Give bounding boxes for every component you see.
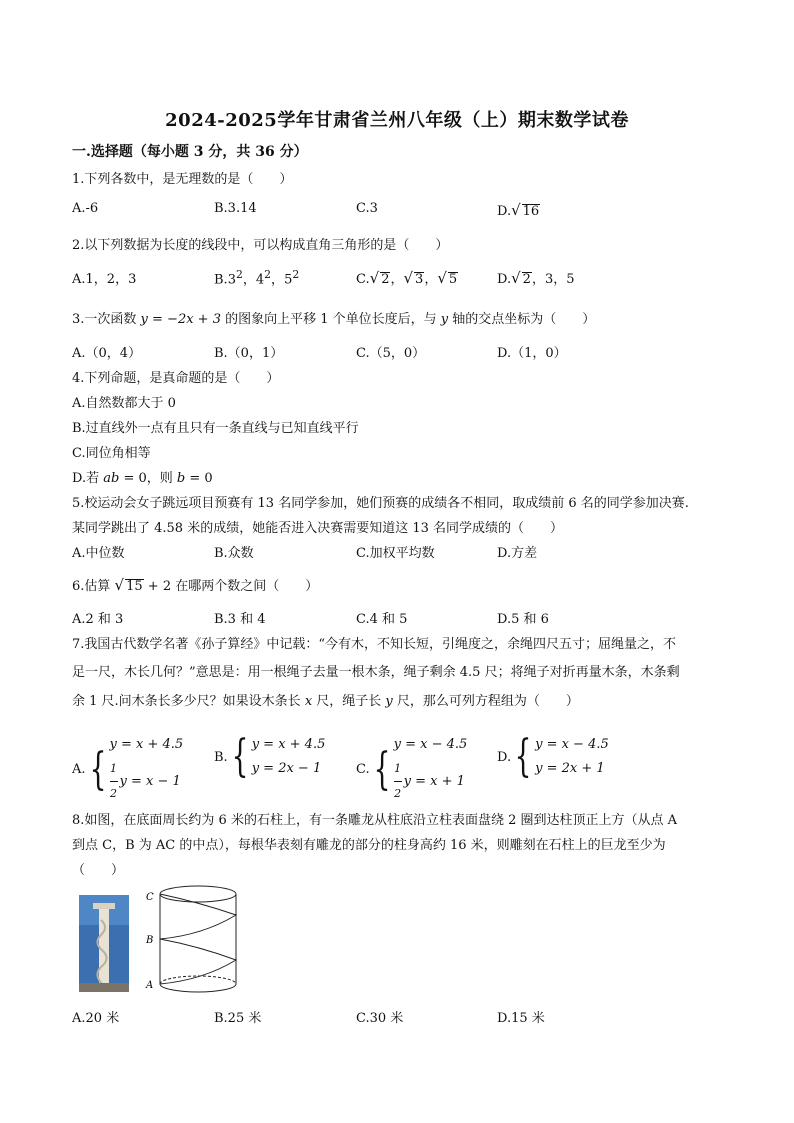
question-1-options xyxy=(72,201,732,221)
q3-option-d[interactable]: D.（1，0） xyxy=(497,346,567,361)
question-7-line-2: 足一尺，木长几何？”意思是：用一根绳子去量一根木条，绳子剩余 4.5 尺；将绳子对折再量木条，木条剩 xyxy=(72,665,680,680)
q2-option-d-label: D. xyxy=(497,272,512,287)
q4-d-ab: ab xyxy=(103,471,120,486)
q4-option-d[interactable] xyxy=(72,467,213,486)
label-b: B xyxy=(146,935,154,946)
q7-c-eq1: y = x − 4.5 xyxy=(393,737,468,752)
q1-option-a[interactable]: A.-6 xyxy=(72,201,99,216)
q3-stem-pre: 3.一次函数 xyxy=(72,312,141,327)
page-title: 2024-2025学年甘肃省兰州八年级（上）期末数学试卷 xyxy=(165,110,629,131)
q2-b-exp-2: 2 xyxy=(264,268,272,281)
q7-option-a[interactable] xyxy=(72,733,183,806)
brace-icon: { xyxy=(231,731,249,782)
q7-d-eq1: y = x − 4.5 xyxy=(535,737,609,752)
q2-b-exp-1: 2 xyxy=(235,268,243,281)
q3-option-b[interactable]: B.（0，1） xyxy=(214,346,284,361)
q7-option-c[interactable] xyxy=(356,733,467,806)
q7-c-half xyxy=(394,757,402,806)
q1-option-b[interactable]: B.3.14 xyxy=(214,201,257,216)
brace-icon: { xyxy=(514,731,532,782)
q8-option-c[interactable]: C.30 米 xyxy=(356,1011,404,1026)
q2-option-b[interactable]: $B.3^2$，$4^2$，$5^2$ xyxy=(214,268,300,288)
q7-option-c-label: C. xyxy=(356,762,370,777)
q7-b-eq1: y = x + 4.5 xyxy=(251,737,326,752)
question-8-options xyxy=(72,1007,732,1027)
q6-stem-post: + 2 在哪两个数之间（ ） xyxy=(143,579,319,594)
question-8-line-1: 8.如图，在底面周长约为 6 米的石柱上，有一条雕龙从柱底沿立柱表面盘绕 2 圈到达柱顶正上方（从点 A xyxy=(72,813,677,828)
question-6-stem: 6.估算 √ 15 + 2 在哪两个数之间（ ） xyxy=(72,576,319,594)
half-denominator: 2 xyxy=(394,787,402,800)
q1-option-c[interactable]: C.3 xyxy=(356,201,378,216)
q2-option-b-label: B. xyxy=(214,272,228,288)
q2-option-c[interactable]: C.√ 2，√ 3，√ 5 xyxy=(356,269,458,287)
q4-d-b: b xyxy=(176,471,186,486)
q8-option-b[interactable]: B.25 米 xyxy=(214,1011,262,1026)
half-denominator: 2 xyxy=(110,787,118,800)
q7-option-d[interactable] xyxy=(497,733,609,781)
q4-d-pre: D.若 xyxy=(72,471,104,486)
q7-line3-pre: 余 1 尺.问木条长多少尺？如果设木条长 xyxy=(72,694,305,709)
q3-option-c[interactable]: C.（5，0） xyxy=(356,346,426,361)
q7-b-eq2: y = 2x − 1 xyxy=(251,761,322,776)
q7-a-eq1: y = x + 4.5 xyxy=(109,737,184,752)
question-4-stem: 4.下列命题，是真命题的是（ ） xyxy=(72,371,280,386)
section-heading: 一.选择题（每小题 3 分，共 36 分） xyxy=(72,144,308,160)
question-6-options xyxy=(72,608,732,628)
q3-option-a[interactable]: A.（0，4） xyxy=(72,346,142,361)
q8-option-d[interactable]: D.15 米 xyxy=(497,1011,545,1026)
q1-option-d-label: D. xyxy=(497,204,512,219)
q6-radicand: 15 xyxy=(126,579,143,594)
q2-b-base-2: 4 xyxy=(255,272,265,288)
helix-path xyxy=(160,894,236,984)
q2-option-c-label: C. xyxy=(356,272,370,287)
q1-option-d-radicand: 16 xyxy=(522,204,540,219)
q7-y: y xyxy=(385,694,393,709)
q7-line3-post: 尺，那么可列方程组为（ ） xyxy=(392,694,579,709)
q6-option-c[interactable]: C.4 和 5 xyxy=(356,612,408,627)
q6-option-a[interactable]: A.2 和 3 xyxy=(72,612,124,627)
q4-option-a[interactable]: A.自然数都大于 0 xyxy=(72,396,176,411)
q2-d-rest: ，3，5 xyxy=(531,272,575,287)
q7-d-eq2: y = 2x + 1 xyxy=(535,761,605,776)
q2-c-rad-3: 5 xyxy=(448,272,458,287)
question-2-stem: 2.以下列数据为长度的线段中，可以构成直角三角形的是（ ） xyxy=(72,238,449,253)
cylinder-diagram xyxy=(143,880,238,998)
q7-x: x xyxy=(304,694,313,709)
half-numerator: 1 xyxy=(110,762,118,775)
question-5-options xyxy=(72,542,732,562)
q4-d-post: = 0 xyxy=(185,471,213,486)
q7-line3-mid: 尺，绳子长 xyxy=(312,694,386,709)
q2-b-exp-3: 2 xyxy=(292,268,300,281)
q5-option-c[interactable]: C.加权平均数 xyxy=(356,546,435,561)
q3-equation: y = −2x + 3 xyxy=(140,312,221,327)
brace-icon: { xyxy=(89,743,106,795)
q7-a-half xyxy=(110,757,118,806)
q5-option-a[interactable]: A.中位数 xyxy=(72,546,125,561)
q2-c-rad-1: 2 xyxy=(381,272,390,287)
question-7-line-3 xyxy=(72,690,579,709)
q6-stem-pre: 6.估算 xyxy=(72,579,115,594)
q4-d-mid: = 0，则 xyxy=(119,471,177,486)
question-8-line-3: （ ） xyxy=(72,863,125,878)
q6-option-b[interactable]: B.3 和 4 xyxy=(214,612,266,627)
q3-stem-post: 轴的交点坐标为（ ） xyxy=(448,312,596,327)
q7-option-a-label: A. xyxy=(72,762,86,777)
q6-option-d[interactable]: D.5 和 6 xyxy=(497,612,549,627)
question-3-options xyxy=(72,342,732,362)
q7-a-eq2: y = x − 1 xyxy=(119,774,181,789)
question-7-line-1: 7.我国古代数学名著《孙子算经》中记载：“今有木，不知长短，引绳度之，余绳四尺五寸；屈绳量之，不 xyxy=(72,637,677,652)
q2-b-base-1: 3 xyxy=(227,272,236,288)
label-c: C xyxy=(146,892,154,903)
question-3-stem xyxy=(72,308,595,327)
brace-icon: { xyxy=(373,743,391,795)
q7-option-b[interactable] xyxy=(214,733,325,781)
half-numerator: 1 xyxy=(394,762,402,775)
q3-y: y xyxy=(440,312,449,327)
q5-option-b[interactable]: B.众数 xyxy=(214,546,254,561)
q1-option-d[interactable]: D.√ 16 xyxy=(497,201,540,219)
question-2-options xyxy=(72,268,732,288)
q2-option-a[interactable]: A.1，2，3 xyxy=(72,272,137,287)
q2-b-base-3: 5 xyxy=(284,272,293,288)
q4-option-c[interactable]: C.同位角相等 xyxy=(72,446,151,461)
question-8-line-2: 到点 C，B 为 AC 的中点），每根华表刻有雕龙的部分的柱身高约 16 米，则雕刻在石柱上的巨龙至少为 xyxy=(72,838,666,853)
q2-c-rad-2: 3 xyxy=(415,272,424,287)
q7-c-eq2: y = x + 1 xyxy=(403,774,465,789)
q7-option-d-label: D. xyxy=(497,749,512,765)
q8-option-a[interactable]: A.20 米 xyxy=(72,1011,120,1026)
question-5-line-1: 5.校运动会女子跳远项目预赛有 13 名同学参加，她们预赛的成绩各不相同，取成绩前 6 名的同学参加决赛. xyxy=(72,496,689,511)
q7-option-b-label: B. xyxy=(214,749,228,765)
cylinder-top xyxy=(160,886,236,902)
pillar-photo xyxy=(79,895,129,992)
q3-stem-mid: 的图象向上平移 1 个单位长度后，与 xyxy=(220,312,441,327)
question-5-line-2: 某同学跳出了 4.58 米的成绩，她能否进入决赛需要知道这 13 名同学成绩的（ ） xyxy=(72,521,564,536)
question-1-stem: 1.下列各数中，是无理数的是（ ） xyxy=(72,172,293,187)
cylinder-bottom-front xyxy=(160,984,236,992)
q4-option-b[interactable]: B.过直线外一点有且只有一条直线与已知直线平行 xyxy=(72,421,359,436)
q5-option-d[interactable]: D.方差 xyxy=(497,546,538,561)
q2-option-d[interactable]: D.√ 2，3，5 xyxy=(497,269,575,287)
q2-d-rad: 2 xyxy=(522,272,531,287)
label-a: A xyxy=(146,980,154,991)
